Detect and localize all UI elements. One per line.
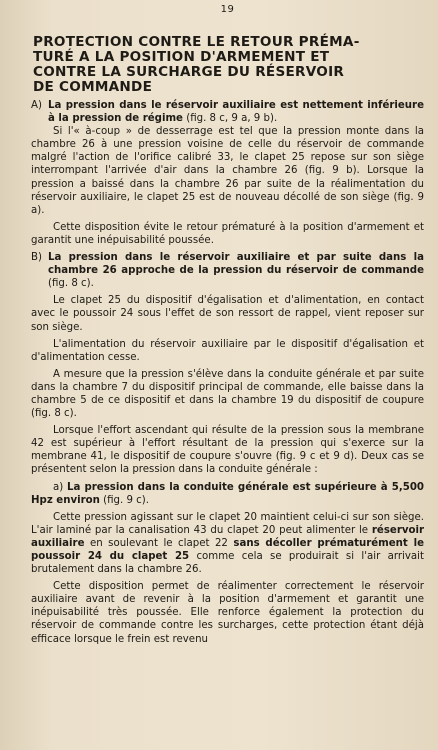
- subcase-a-heading: [31, 481, 424, 507]
- paragraph-5: A mesure que la pression s'élève dans la conduite générale et par suite dans la chambre 7 du dispositif principal de commande, elle baisse dans la chambre 5 de ce dispositif et dans la chambre 19 du dispositif de coupure (fig. 8 c).: [31, 368, 424, 420]
- section-title: [33, 35, 424, 95]
- paragraph-6: Lorsque l'effort ascendant qui résulte de la pression sous la membrane 42 est supérieur à l'effort résultant de la pression qui s'exerce sur la membrane 41, le dispositif de coupure s'ouvre (fig. 9 c et 9 d). Deux cas se présentent selon la pression dans la conduite générale :: [31, 425, 424, 476]
- title-line: DE COMMANDE: [33, 79, 153, 95]
- paragraph-3: Le clapet 25 du dispositif d'égalisation et d'alimentation, en contact avec le poussoir 24 sous l'effet de son ressort de rappel, vient reposer sur son siège.: [31, 295, 424, 333]
- emphasis-poussoir: sans décoller prématurément le poussoir 24 du clapet 25: [31, 537, 424, 562]
- emphasis-reservoir: réservoir auxiliaire: [31, 524, 424, 549]
- page-number: 19: [220, 4, 235, 15]
- case-b-heading: [31, 251, 424, 290]
- subcase-a-ref: (fig. 9 c).: [99, 494, 149, 506]
- case-a-ref: (fig. 8 c, 9 a, 9 b).: [182, 113, 278, 125]
- subcase-a-title: La pression dans la conduite générale est supérieure à 5,500 Hpz environ: [31, 481, 424, 506]
- case-b-title: La pression dans le réservoir auxiliaire et par suite dans la chambre 26 approche de la pression du réservoir de commande: [48, 252, 424, 277]
- title-line: TURÉ A LA POSITION D'ARMEMENT ET: [33, 49, 330, 65]
- subcase-a-label: a): [53, 481, 64, 493]
- paragraph-8: Cette disposition permet de réalimenter correctement le réservoir auxiliaire avant de revenir à la position d'armement et garantit une inépuisabilité très poussée. Elle renforce également la protection du réservoir de commande contre les surcharges, cette protection étant déjà efficace lorsque le frein est revenu: [31, 581, 424, 645]
- case-b-label: B): [31, 252, 42, 264]
- case-b-ref: (fig. 8 c).: [48, 278, 94, 290]
- paragraph-4: L'alimentation du réservoir auxiliaire par le dispositif d'égalisation et d'alimentation cesse.: [31, 338, 424, 363]
- paragraph-1: Si l'« à-coup » de desserrage est tel que la pression monte dans la chambre 26 à une pression voisine de celle du réservoir de commande malgré l'action de l'orifice calibré 33, le clapet 25 repose sur son siège interrompant l'arrivée d'air dans la chambre 26 (fig. 9 b). Lorsque la pression a baissé dans la chambre 26 par suite de la réalimentation du réservoir auxiliaire, le clapet 25 est de nouveau décollé de son siège (fig. 9 a).: [31, 126, 424, 216]
- paragraph-7: Cette pression agissant sur le clapet 20 maintient celui-ci sur son siège. L'air laminé par la canalisation 43 du clapet 20 peut alimenter le réservoir auxiliaire en soulevant le clapet 22 sans décoller prématurément le poussoir 24 du clapet 25 comme cela se produirait si l'air arrivait brutalement dans la chambre 26.: [31, 511, 424, 576]
- title-line: CONTRE LA SURCHARGE DU RÉSERVOIR: [33, 64, 345, 80]
- paragraph-2: Cette disposition évite le retour prématuré à la position d'armement et garantit une inépuisabilité poussée.: [31, 221, 424, 246]
- case-a-label: A): [31, 100, 42, 111]
- case-a-title: La pression dans le réservoir auxiliaire est nettement inférieure à la pression de régime: [48, 100, 424, 125]
- title-line: PROTECTION CONTRE LE RETOUR PRÉMA-: [33, 34, 360, 50]
- case-a-heading: [31, 99, 424, 125]
